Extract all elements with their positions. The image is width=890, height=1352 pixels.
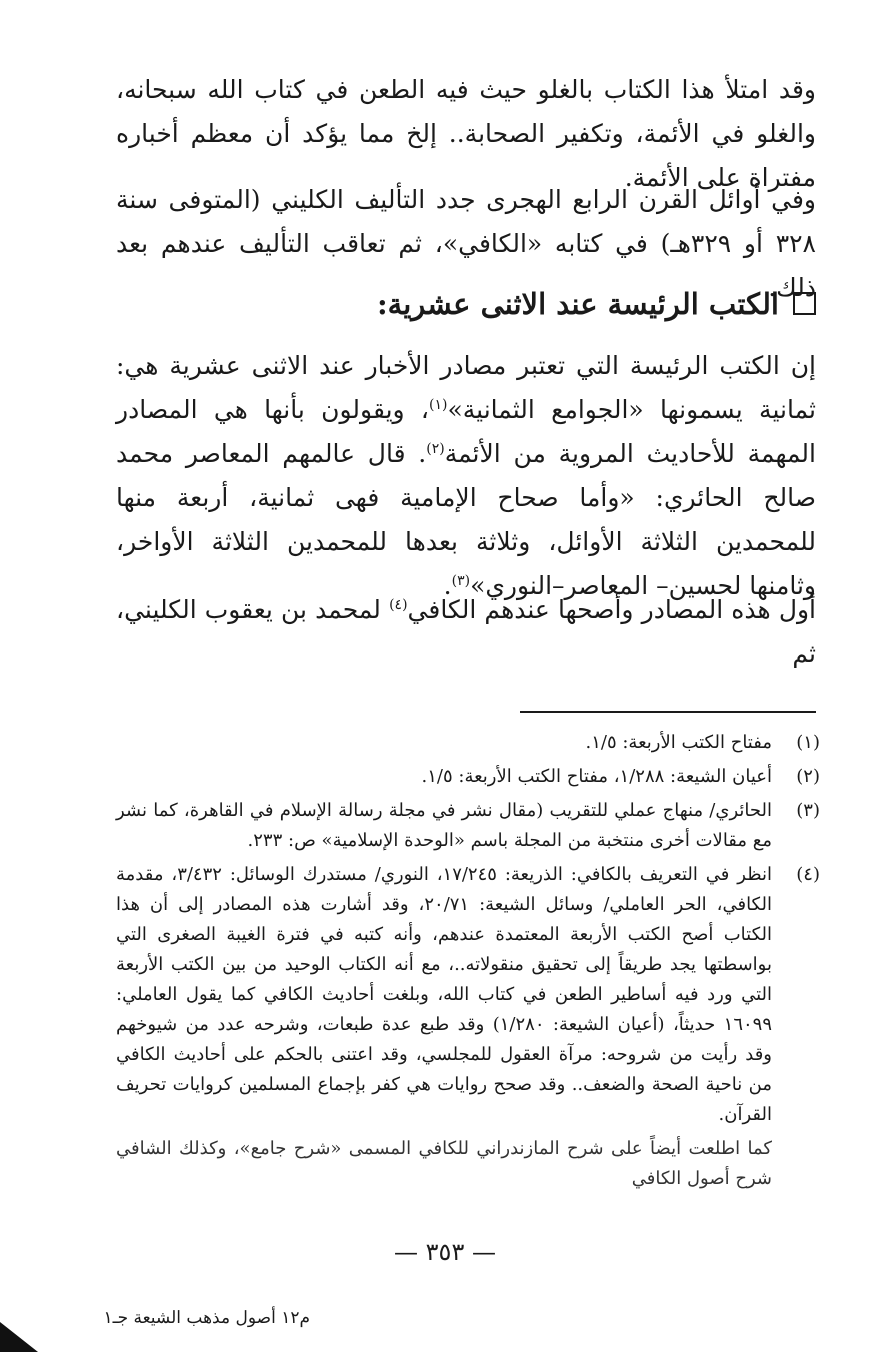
- footnote-text: أعيان الشيعة: ١/٢٨٨، مفتاح الكتب الأربعة: ١/٥.: [421, 766, 772, 787]
- footnote-continuation: [116, 1134, 820, 1194]
- footnote-item: [116, 796, 820, 856]
- footnote-text: الحائري/ منهاج عملي للتقريب (مقال نشر في مجلة رسالة الإسلام في القاهرة، كما نشر مع مقالات أخرى منتخبة من المجلة باسم «الوحدة الإسلامية» ص: ٢٣٣.: [116, 800, 772, 851]
- footnote-item: [116, 762, 820, 792]
- paragraph-text: . قال عالمهم المعاصر محمد صالح الحائري: «وأما صحاح الإمامية فهى ثمانية، أربعة منها للمحمدين الثلاثة الأوائل، وثلاثة بعدها للمحمدين الثلاثة الأواخر، وثامنها لحسين– المعاصر–النوري»: [116, 439, 816, 600]
- paragraph-text: وقد امتلأ هذا الكتاب بالغلو حيث فيه الطعن في كتاب الله سبحانه، والغلو في الأئمة، وتكفير الصحابة.. إلخ مما يؤكد أن معظم أخباره مفتراة على الأئمة.: [116, 75, 816, 192]
- paragraph-text: .: [443, 571, 452, 600]
- paragraph-main-books: [116, 344, 816, 608]
- footnote-item: [116, 860, 820, 1130]
- paragraph-text: ، ويقولون بأنها هي المصادر المهمة للأحاديث المروية من الأئمة: [116, 395, 816, 468]
- footnote-text: انظر في التعريف بالكافي: الذريعة: ١٧/٢٤٥، النوري/ مستدرك الوسائل: ٣/٤٣٢، مقدمة الكافي، الحر العاملي/ وسائل الشيعة: ٢٠/٧١، وقد أشارت هذه المصادر إلى أن هذا الكتاب أصح الكتب الأربعة المعتمدة عندهم، وأنه كتبه في فترة الغيبة الصغرى التي بواسطتها يجد طريقاً إلى تحقيق منقولاته..، مع أنه الكتاب الوحيد من بين الكتب الأربعة التي ورد فيه أساطير الطعن في كتاب الله، وبلغت أحاديث الكافي كما يقول العاملي: ١٦٠٩٩ حديثاً، (أعيان الشيعة: ١/٢٨٠) وقد طبع عدة طبعات، وشرحه عدد من شيوخهم وقد رأيت من شروحه: مرآة العقول للمجلسي، وقد اعتنى بالحكم على أحاديث الكافي من ناحية الصحة والضعف.. وقد صحح روايات هي كفر بإجماع المسلمين كروايات تحريف القرآن.: [116, 864, 772, 1125]
- scan-corner-mark: [0, 1322, 38, 1352]
- square-outline-icon: [793, 292, 816, 315]
- footnote-number: (١): [796, 732, 820, 753]
- footnote-ref-2[interactable]: (٢): [426, 441, 445, 457]
- paragraph-text: إن الكتب الرئيسة التي تعتبر مصادر الأخبار عند الاثنى عشرية هي: ثمانية يسمونها «الجوامع الثمانية»: [116, 351, 816, 424]
- footnote-number: (٢): [796, 766, 820, 787]
- footnote-ref-3[interactable]: (٣): [451, 573, 471, 589]
- paragraph-text: لمحمد بن يعقوب الكليني، ثم: [116, 595, 816, 668]
- section-heading-text: الكتب الرئيسة عند الاثنى عشرية:: [376, 287, 779, 321]
- footnotes: [116, 728, 820, 1194]
- page-number: — ٣٥٣ —: [394, 1238, 496, 1266]
- footnote-item: [116, 728, 820, 758]
- footnote-ref-1[interactable]: (١): [429, 397, 448, 413]
- paragraph-text: وفي أوائل القرن الرابع الهجرى جدد التأليف الكليني (المتوفى سنة ٣٢٨ أو ٣٢٩هـ) في كتابه «الكافي»، ثم تعاقب التأليف عندهم بعد ذلك.: [116, 185, 816, 302]
- footnote-number: (٣): [796, 800, 820, 821]
- paragraph-first-source: [116, 588, 816, 676]
- paragraph-text: أول هذه المصادر وأصحها عندهم الكافي: [407, 595, 816, 624]
- footnote-text: كما اطلعت أيضاً على شرح المازندراني للكافي المسمى «شرح جامع»، وكذلك الشافي شرح أصول الكافي: [116, 1138, 772, 1189]
- footnote-ref-4[interactable]: (٤): [389, 597, 408, 613]
- footnote-divider: [520, 711, 816, 713]
- footnote-number: (٤): [796, 864, 820, 885]
- footnote-text: مفتاح الكتب الأربعة: ١/٥.: [585, 732, 772, 753]
- printer-signature: م١٢ أصول مذهب الشيعة جـ١: [103, 1308, 310, 1328]
- section-heading: [116, 282, 816, 326]
